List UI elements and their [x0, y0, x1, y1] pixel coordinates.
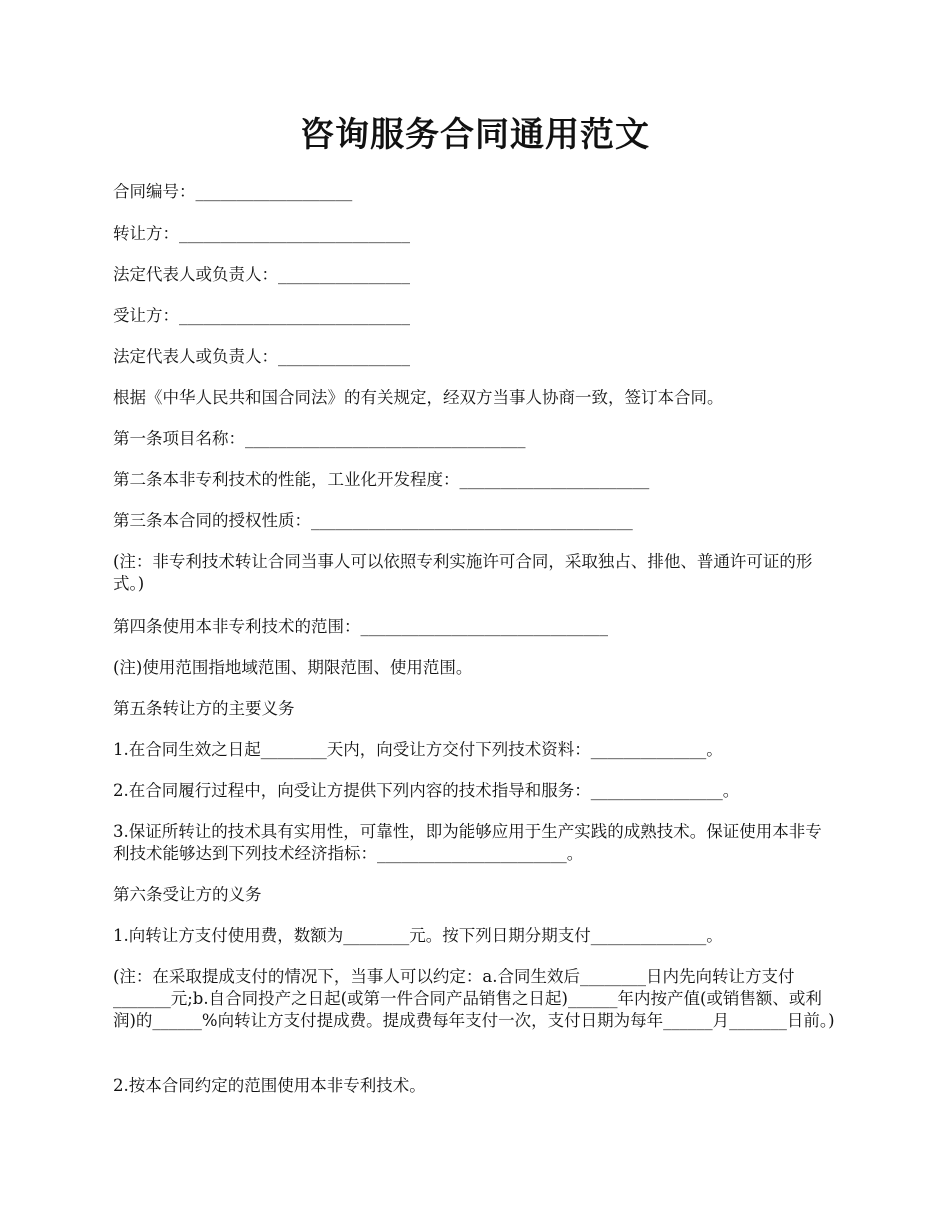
transferor-representative-line: 法定代表人或负责人：________________	[113, 265, 410, 284]
article-4-note: (注)使用范围指地域范围、期限范围、使用范围。	[113, 658, 473, 677]
article-2-paragraph: 第二条本非专利技术的性能，工业化开发程度：_______________________	[113, 470, 650, 489]
article-5-item-3: 3.保证所转让的技术具有实用性，可靠性，即为能够应用于生产实践的成熟技术。保证使用本非专利技术能够达到下列技术经济指标：_______________________。	[113, 822, 822, 863]
article-4-paragraph: 第四条使用本非专利技术的范围：______________________________	[113, 617, 608, 636]
article-3-note: (注：非专利技术转让合同当事人可以依照专利实施许可合同，采取独占、排他、普通许可证的形式。)	[113, 552, 813, 593]
article-6-note: (注：在采取提成支付的情况下，当事人可以约定：a.合同生效后________日内先向转让方支付_______元;b.自合同投产之日起(或第一件合同产品销售之日起)______年内按产值(或销售额、或利润)的______%向转让方支付提成费。提成费每年支付一次，支付日期为每年______月_______日前。)	[113, 967, 835, 1030]
contract-number-line: 合同编号：___________________	[113, 182, 353, 201]
transferor-line: 转让方：____________________________	[113, 224, 410, 243]
article-6-heading: 第六条受让方的义务	[113, 885, 262, 904]
article-3-paragraph: 第三条本合同的授权性质：_______________________________________	[113, 511, 633, 530]
preamble-paragraph: 根据《中华人民共和国合同法》的有关规定，经双方当事人协商一致，签订本合同。	[113, 388, 724, 407]
transferee-representative-line: 法定代表人或负责人：________________	[113, 347, 410, 366]
article-5-item-1: 1.在合同生效之日起________天内，向受让方交付下列技术资料：______________。	[113, 740, 723, 759]
transferee-line: 受让方：____________________________	[113, 306, 410, 325]
article-6-item-2: 2.按本合同约定的范围使用本非专利技术。	[113, 1076, 426, 1095]
article-5-heading: 第五条转让方的主要义务	[113, 699, 295, 718]
article-1-paragraph: 第一条项目名称：__________________________________	[113, 429, 526, 448]
document-title: 咨询服务合同通用范文	[300, 115, 650, 155]
article-5-item-2: 2.在合同履行过程中，向受让方提供下列内容的技术指导和服务：________________。	[113, 781, 740, 800]
article-6-item-1: 1.向转让方支付使用费，数额为________元。按下列日期分期支付______________。	[113, 926, 723, 945]
